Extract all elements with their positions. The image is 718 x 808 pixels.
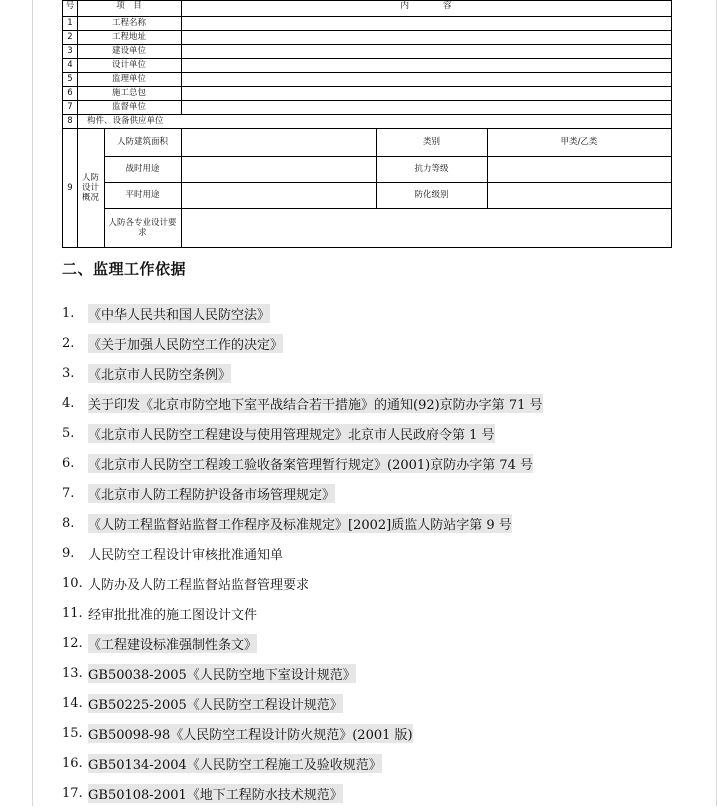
shelter-area-label: 人防建筑面积 [116,137,168,147]
chemical-defense-label: 防化级别 [414,190,449,200]
item-number: 13. [62,665,83,681]
item-number: 7. [62,485,75,501]
row-label: 工程地址 [111,32,146,42]
row-label: 监督单位 [111,102,146,112]
header-no: 号 [65,1,75,11]
item-text: 人防办及人防工程监督站监督管理要求 [88,577,310,593]
item-text: 《关于加强人民防空工作的决定》 [88,334,283,353]
page-right-edge [716,0,717,806]
category-label: 类别 [422,137,440,147]
item-number: 9. [62,545,75,561]
row-line [104,208,671,209]
list-item [62,748,543,778]
item-number: 11. [62,605,83,621]
item-text: 《人防工程监督站监督工作程序及标准规定》[2002]质监人防站字第 9 号 [88,514,512,533]
item-text: 经审批批准的施工图设计文件 [88,607,258,623]
header-item: 项 目 [116,1,142,11]
list-item [62,298,543,328]
item-text: 《工程建设标准强制性条文》 [88,634,257,653]
row-no: 6 [67,88,73,98]
row-no: 5 [67,74,73,84]
item-number: 12. [62,635,83,651]
item-text: 《北京市人民防空条例》 [88,364,231,383]
item-text: GB50134-2004《人民防空工程施工及验收规范》 [88,754,382,773]
col-line [181,128,182,247]
list-item [62,658,543,688]
item-number: 5. [62,425,75,441]
header-content: 内 容 [400,1,452,11]
row-no: 3 [67,46,73,56]
list-item [62,418,543,448]
list-item [62,448,543,478]
item-number: 10. [62,575,83,591]
item-number: 6. [62,455,75,471]
category-value: 甲类/乙类 [560,137,598,147]
row-no: 9 [67,182,73,193]
item-text: 《北京市人民防空工程建设与使用管理规定》北京市人民政府令第 1 号 [88,424,495,443]
item-number: 2. [62,335,75,351]
item-text: 《北京市人防工程防护设备市场管理规定》 [88,484,335,503]
list-item [62,568,543,598]
item-number: 8. [62,515,75,531]
list-item [62,358,543,388]
list-item [62,388,543,418]
design-requirements-label: 人防各专业设计要求 [108,217,177,238]
row-no: 8 [67,116,73,126]
row-label: 设计单位 [111,60,146,70]
item-number: 1. [62,305,75,321]
list-item [62,718,543,748]
row-label: 建设单位 [111,46,146,56]
row-no: 4 [67,60,73,70]
row-label: 施工总包 [111,88,146,98]
list-item [62,478,543,508]
item-number: 3. [62,365,75,381]
section-title: 二、监理工作依据 [62,260,187,278]
col-line [181,1,182,114]
row-label: 构件、设备供应单位 [87,116,164,126]
row-no: 7 [67,102,73,112]
list-item [62,538,543,568]
project-info-table [62,0,672,248]
item-text: 《北京市人民防空工程竣工验收备案管理暂行规定》(2001)京防办字第 74 号 [88,454,533,473]
page-left-edge [32,0,33,806]
peacetime-use-label: 平时用途 [125,190,160,200]
item-text: GB50098-98《人民防空工程设计防火规范》(2001 版) [88,724,413,743]
group-label: 人防设计概况 [81,172,99,203]
list-item [62,688,543,718]
row-no: 1 [67,18,73,28]
item-number: 15. [62,725,83,741]
reference-list [62,298,543,808]
item-text: GB50225-2005《人民防空工程设计规范》 [88,694,343,713]
row-label: 监理单位 [111,74,146,84]
resistance-grade-label: 抗力等级 [414,164,449,174]
item-text: 关于印发《北京市防空地下室平战结合若干措施》的通知(92)京防办字第 71 号 [88,394,543,413]
list-item [62,598,543,628]
item-number: 17. [62,785,83,801]
row-no: 2 [67,32,73,42]
item-number: 16. [62,755,83,771]
item-text: 人民防空工程设计审核批准通知单 [88,547,284,563]
list-item [62,628,543,658]
item-text: GB50108-2001《地下工程防水技术规范》 [88,784,343,803]
list-item [62,778,543,808]
list-item [62,328,543,358]
row-label: 工程名称 [111,18,146,28]
list-item [62,508,543,538]
item-text: GB50038-2005《人民防空地下室设计规范》 [88,664,356,683]
item-text: 《中华人民共和国人民防空法》 [88,304,270,323]
item-number: 14. [62,695,83,711]
item-number: 4. [62,395,75,411]
wartime-use-label: 战时用途 [125,164,160,174]
